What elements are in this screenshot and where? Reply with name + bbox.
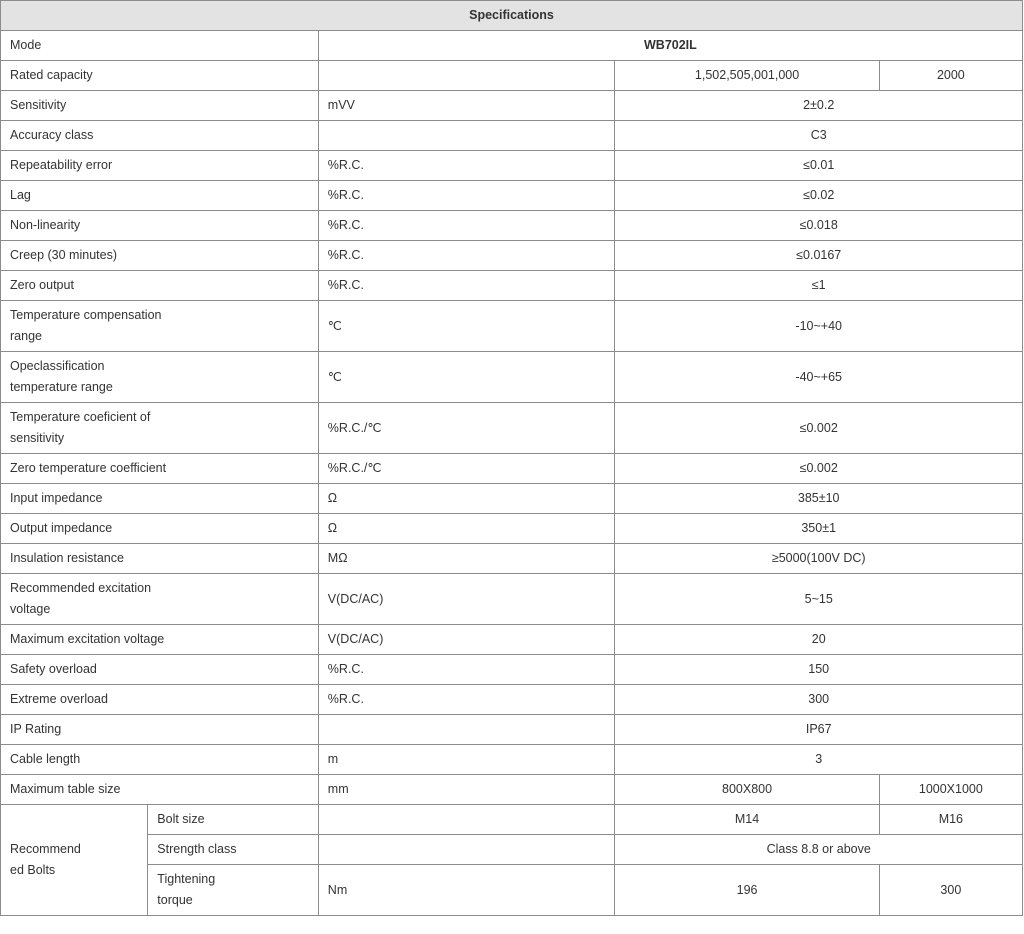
row-unit: V(DC/AC) [318, 625, 615, 655]
row-value-b: 300 [879, 865, 1022, 916]
row-label: Lag [1, 181, 319, 211]
row-label: Recommended excitation voltage [1, 574, 319, 625]
row-value-a: 196 [615, 865, 879, 916]
row-unit: m [318, 745, 615, 775]
row-value: -40~+65 [615, 352, 1023, 403]
table-row [1, 241, 1023, 271]
row-value: 20 [615, 625, 1023, 655]
table-row [1, 865, 1023, 916]
table-row [1, 91, 1023, 121]
row-value-b: M16 [879, 805, 1022, 835]
row-unit [318, 61, 615, 91]
row-value: Class 8.8 or above [615, 835, 1023, 865]
table-row [1, 715, 1023, 745]
row-unit: %R.C./℃ [318, 454, 615, 484]
table-row [1, 574, 1023, 625]
row-label: Opeclassification temperature range [1, 352, 319, 403]
row-unit: %R.C. [318, 655, 615, 685]
row-value-a: M14 [615, 805, 879, 835]
row-unit: %R.C. [318, 151, 615, 181]
row-value: IP67 [615, 715, 1023, 745]
row-unit: Ω [318, 484, 615, 514]
row-unit [318, 835, 615, 865]
row-unit: ℃ [318, 301, 615, 352]
row-value: 2±0.2 [615, 91, 1023, 121]
table-row [1, 271, 1023, 301]
row-label: Extreme overload [1, 685, 319, 715]
row-label: Strength class [148, 835, 319, 865]
row-value: 350±1 [615, 514, 1023, 544]
row-value-a: 1,502,505,001,000 [615, 61, 879, 91]
row-label: Insulation resistance [1, 544, 319, 574]
row-unit: Ω [318, 514, 615, 544]
row-unit: MΩ [318, 544, 615, 574]
table-row [1, 685, 1023, 715]
table-row [1, 31, 1023, 61]
bolts-group-label: Recommend ed Bolts [1, 805, 148, 916]
row-label: Bolt size [148, 805, 319, 835]
row-label: Sensitivity [1, 91, 319, 121]
table-row [1, 211, 1023, 241]
row-label: Output impedance [1, 514, 319, 544]
row-value: 385±10 [615, 484, 1023, 514]
row-label: Safety overload [1, 655, 319, 685]
row-label: Maximum excitation voltage [1, 625, 319, 655]
row-value: 150 [615, 655, 1023, 685]
row-unit: %R.C. [318, 271, 615, 301]
table-row [1, 61, 1023, 91]
row-unit: Nm [318, 865, 615, 916]
row-value: ≤0.002 [615, 454, 1023, 484]
row-unit: %R.C. [318, 181, 615, 211]
table-row [1, 403, 1023, 454]
row-label: Temperature compensation range [1, 301, 319, 352]
row-value: ≥5000(100V DC) [615, 544, 1023, 574]
row-value: ≤0.0167 [615, 241, 1023, 271]
row-unit: mVV [318, 91, 615, 121]
row-unit [318, 121, 615, 151]
row-value: ≤0.01 [615, 151, 1023, 181]
row-label: Cable length [1, 745, 319, 775]
row-value: ≤0.02 [615, 181, 1023, 211]
table-row [1, 625, 1023, 655]
row-unit: %R.C. [318, 241, 615, 271]
row-value: 300 [615, 685, 1023, 715]
row-unit: %R.C. [318, 685, 615, 715]
row-value-a: 800X800 [615, 775, 879, 805]
row-label: Non-linearity [1, 211, 319, 241]
table-row [1, 655, 1023, 685]
row-label: Rated capacity [1, 61, 319, 91]
row-value-b: 1000X1000 [879, 775, 1022, 805]
table-row [1, 121, 1023, 151]
row-label: Accuracy class [1, 121, 319, 151]
table-row [1, 745, 1023, 775]
row-unit [318, 805, 615, 835]
row-unit: %R.C. [318, 211, 615, 241]
table-row [1, 835, 1023, 865]
table-row [1, 805, 1023, 835]
table-title: Specifications [1, 1, 1023, 31]
row-value: ≤0.002 [615, 403, 1023, 454]
row-unit: ℃ [318, 352, 615, 403]
row-value: 5~15 [615, 574, 1023, 625]
table-row [1, 301, 1023, 352]
row-label: Tightening torque [148, 865, 319, 916]
row-value: ≤0.018 [615, 211, 1023, 241]
row-value: 3 [615, 745, 1023, 775]
row-label: Zero temperature coefficient [1, 454, 319, 484]
row-label: Mode [1, 31, 319, 61]
row-label: Zero output [1, 271, 319, 301]
row-value: C3 [615, 121, 1023, 151]
row-label: Repeatability error [1, 151, 319, 181]
table-row [1, 151, 1023, 181]
row-value: ≤1 [615, 271, 1023, 301]
row-unit [318, 715, 615, 745]
row-value: -10~+40 [615, 301, 1023, 352]
table-row [1, 454, 1023, 484]
row-label: Creep (30 minutes) [1, 241, 319, 271]
table-row [1, 775, 1023, 805]
row-label: Temperature coeficient of sensitivity [1, 403, 319, 454]
table-row [1, 484, 1023, 514]
row-label: IP Rating [1, 715, 319, 745]
table-row [1, 181, 1023, 211]
row-value-b: 2000 [879, 61, 1022, 91]
row-unit: mm [318, 775, 615, 805]
row-label: Input impedance [1, 484, 319, 514]
row-unit: V(DC/AC) [318, 574, 615, 625]
row-label: Maximum table size [1, 775, 319, 805]
table-row [1, 352, 1023, 403]
table-row [1, 514, 1023, 544]
table-row [1, 544, 1023, 574]
model-value: WB702IL [318, 31, 1022, 61]
row-unit: %R.C./℃ [318, 403, 615, 454]
